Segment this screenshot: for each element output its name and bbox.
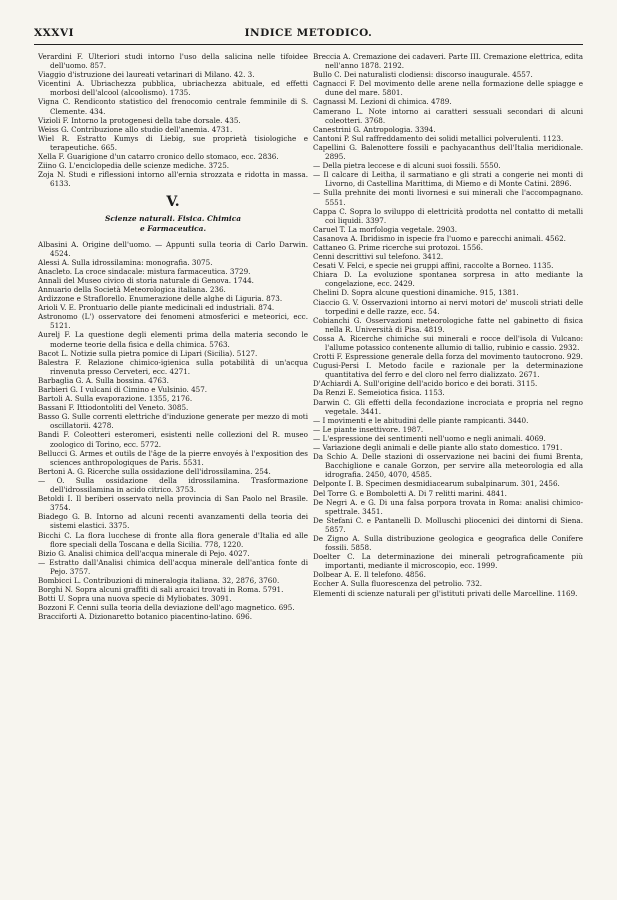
index-entry: Arioli V. E. Prontuario delle piante medicinali ed industriali. 874.: [38, 303, 275, 313]
index-entry: Ziino G. L'enciclopedia delle scienze mediche. 3725.: [38, 161, 230, 171]
index-entry: De Negri A. e G. Di una falsa porpora trovata in Roma: analisi chimico-spettrale. 3451.: [313, 497, 583, 516]
index-entry: — Variazione degli animali e delle piante allo stato domestico. 1791.: [313, 443, 563, 453]
index-entry: Bizio G. Analisi chimica dell'acqua minerale di Pejo. 4027.: [38, 548, 250, 558]
section-title: [38, 214, 308, 234]
index-entry: Bartoli A. Sulla evaporazione. 1355, 2176.: [38, 394, 193, 404]
index-entry: Annuario della Società Meteorologica italiana. 236.: [38, 284, 226, 294]
right-column: [313, 52, 583, 872]
index-entry: Cagnacci F. Del movimento delle arene nella formazione delle spiagge e dune del mare. 5801.: [313, 79, 583, 98]
section-number: V.: [166, 194, 180, 211]
index-entry: Wiel R. Estratto Kumys di Liebig, sue proprietà tisiologiche e terapeutiche. 665.: [38, 133, 308, 152]
index-entry: Cossa A. Ricerche chimiche sui minerali e rocce dell'isola di Vulcano: l'allume potassico contenente allumio di tallio, rubinio e cassio. 2932.: [313, 333, 583, 352]
section-title-line1: Scienze naturali. Fisica. Chimica: [104, 213, 242, 223]
index-entry: — Della pietra leccese e di alcuni suoi fossili. 5550.: [313, 161, 501, 171]
index-entry: Ciaccio G. V. Osservazioni intorno ai nervi motori de' muscoli striati delle torpedini e delle razze, ecc. 54.: [313, 297, 583, 316]
index-entry: Chelini D. Sopra alcune questioni dinamiche. 915, 1381.: [313, 288, 519, 298]
index-list-sciences: [38, 240, 308, 622]
page-number: XXXVI: [34, 27, 74, 39]
index-entry: Aurelj F. La questione degli elementi prima della materia secondo le moderne teorie della fisica e della chimica. 5763.: [38, 330, 308, 349]
index-entry: Cugusi-Persi I. Metodo facile e razionale per la determinazione quantitativa del ferro e del cloro nel ferro dializzato. 2671.: [313, 361, 583, 380]
index-entry: Bozzoni F. Cenni sulla teoria della deviazione dell'ago magnetico. 695.: [38, 603, 295, 613]
index-entry: Verardini F. Ulteriori studi intorno l'uso della salicina nelle tifoidee dell'uomo. 857.: [38, 52, 308, 71]
index-entry: — O. Sulla ossidazione della idrossilamina. Trasformazione dell'idrossilamina in acido citrico. 3753.: [38, 475, 308, 495]
index-entry: Cantoni P. Sul raffreddamento dei solidi metallici polverulenti. 1123.: [313, 133, 564, 143]
section-title-line2: e Farmaceutica.: [139, 223, 207, 233]
page-header: [34, 27, 583, 43]
index-entry: Alessi A. Sulla idrossilamina: monografia. 3075.: [38, 257, 213, 267]
index-entry: Botti U. Sopra una nuova specie di Myliobates. 3091.: [38, 594, 232, 604]
index-entry: Elementi di scienze naturali per gl'istituti privati delle Marcelline. 1169.: [313, 588, 578, 598]
index-entry: Chiara D. La evoluzione spontanea sorpresa in atto mediante la congelazione, ecc. 2429.: [313, 270, 583, 289]
index-entry: Cesati V. Felci, e specie nei gruppi affini, raccolte a Borneo. 1135.: [313, 261, 554, 271]
index-entry: Capellini G. Balenottere fossili e pachyacanthus dell'Italia meridionale. 2895.: [313, 142, 583, 162]
index-entry: — Sulla prehnite dei monti livornesi e sui minerali che l'accompagnano. 5551.: [313, 188, 583, 207]
index-entry: Betoldi I. Il beriberi osservato nella provincia di San Paolo nel Brasile. 3754.: [38, 494, 308, 513]
index-entry: Cenni descrittivi sul telefono. 3412.: [313, 252, 444, 262]
index-entry: Crotti F. Espressione generale della forza del movimento tautocrono. 929.: [313, 352, 583, 362]
index-entry: — Le piante insettivore. 1987.: [313, 424, 424, 434]
index-entry: Doelter C. La determinazione dei minerali petrograficamente più importanti, mediante il microscopio, ecc. 1999.: [313, 552, 583, 571]
index-entry: — I movimenti e le abitudini delle piante rampicanti. 3440.: [313, 415, 529, 425]
index-entry: — Il calcare di Leitha, il sarmatiano e gli strati a congerie nei monti di Livorno, di Castellina Marittima, di Miemo e di Monte Catini. 2896.: [313, 170, 583, 189]
index-entry: Annali del Museo civico di storia naturale di Genova. 1744.: [38, 275, 254, 285]
index-entry: Borghi N. Sopra alcuni graffiti di sali arcaici trovati in Roma. 5791.: [38, 585, 284, 595]
index-entry: Basso G. Sulle correnti elettriche d'induzione generate per mezzo di moti oscillatorii. 4278.: [38, 412, 308, 431]
index-entry: Cagnassi M. Lezioni di chimica. 4789.: [313, 97, 452, 107]
index-entry: Bellucci G. Armes et outils de l'âge de la pierre envoyés à l'exposition des sciences anthropologiques de Paris. 5531.: [38, 448, 308, 467]
index-entry: Biadego G. B. Intorno ad alcuni recenti avanzamenti della teoria dei sistemi elastici. 3375.: [38, 512, 308, 531]
index-entry: Bombicci L. Contribuzioni di mineralogia italiana. 32, 2876, 3760.: [38, 575, 280, 585]
index-entry: Viaggio d'istruzione dei laureati vetarinari di Milano. 42. 3.: [38, 70, 255, 80]
index-entry: Vizioli F. Intorno la protogenesi della tabe dorsale. 435.: [38, 115, 241, 125]
index-entry: Bandi F. Coleotteri esteromeri, esistenti nelle collezioni del R. museo zoologico di Torino, ecc. 5772.: [38, 430, 308, 449]
index-entry: Casanova A. Ibridismo in ispecie fra l'uomo e parecchi animali. 4562.: [313, 233, 566, 243]
index-entry: Bassani F. Ittiodontoliti del Veneto. 3085.: [38, 403, 189, 413]
index-entry: Zoja N. Studi e riflessioni intorno all'ernia strozzata e ridotta in massa. 6133.: [38, 170, 308, 189]
index-entry: D'Achiardi A. Sull'origine dell'acido borico e dei borati. 3115.: [313, 379, 538, 389]
index-entry: Del Torre G. e Bomboletti A. Di 7 relitti marini. 4841.: [313, 488, 507, 498]
index-entry: Dolbear A. E. Il telefono. 4856.: [313, 570, 426, 580]
index-entry: Caruel T. La morfologia vegetale. 2903.: [313, 224, 458, 234]
index-entry: Breccia A. Cremazione dei cadaveri. Parte III. Cremazione elettrica, edita nell'anno 1878. 2192.: [313, 52, 583, 71]
index-entry: Da Renzi E. Semeiotica fisica. 1153.: [313, 388, 445, 398]
index-list-sciences-cont: [313, 52, 583, 598]
left-column: [38, 52, 308, 872]
index-entry: Balestra F. Relazione chimico-igienica sulla potabilità di un'acqua rinvenuta presso Cerveteri, ecc. 4271.: [38, 357, 308, 376]
index-entry: Bicchi C. La flora lucchese di fronte alla flora generale d'Italia ed alle flore speciali della Toscana e della Sicilia. 778, 1220.: [38, 530, 308, 549]
index-entry: Cobianchi G. Osservazioni meteorologiche fatte nel gabinetto di fisica nella R. Università di Pisa. 4819.: [313, 315, 583, 334]
index-entry: Canestrini G. Antropologia. 3394.: [313, 124, 436, 134]
index-entry: — Estratto dall'Analisi chimica dell'acqua minerale dell'antica fonte di Pejo. 3757.: [38, 557, 308, 576]
index-entry: Cattaneo G. Prime ricerche sui protozoi. 1556.: [313, 242, 484, 252]
index-entry: Astronomo (L') osservatore dei fenomeni atmosferici e meteorici, ecc. 5121.: [38, 312, 308, 331]
index-entry: Anacleto. La croce sindacale: mistura farmaceutica. 3729.: [38, 266, 251, 276]
index-entry: Delponte I. B. Specimen desmidiacearum subalpinarum. 301, 2456.: [313, 479, 560, 489]
index-entry: Vicentini A. Ubriachezza pubblica, ubriachezza abituale, ed effetti morbosi dell'alcool (alcoolismo). 1735.: [38, 79, 308, 98]
index-entry: Ardizzone e Straflorello. Enumerazione delle alghe di Liguria. 873.: [38, 294, 283, 304]
index-entry: Barbaglia G. A. Sulla bossina. 4763.: [38, 375, 169, 385]
running-title: INDICE METODICO.: [244, 27, 373, 39]
index-list-medicine: [38, 52, 308, 188]
index-entry: Albasini A. Origine dell'uomo. — Appunti sulla teoria di Carlo Darwin. 4524.: [38, 239, 308, 258]
index-entry: Barbieri G. I vulcani di Cimino e Vulsinio. 457.: [38, 385, 208, 394]
index-entry: Xella F. Guarigione d'un catarro cronico dello stomaco, ecc. 2836.: [38, 152, 279, 162]
index-entry: Weiss G. Contribuzione allo studio dell'anemia. 4731.: [38, 124, 233, 134]
index-entry: Camerano L. Note intorno ai caratteri sessuali secondari di alcuni coleotteri. 3768.: [313, 106, 583, 125]
index-entry: Bullo C. Dei naturalisti clodiensi: discorso inaugurale. 4557.: [313, 70, 533, 80]
index-entry: De Stefani C. e Pantanelli D. Molluschi pliocenici dei dintorni di Siena. 5857.: [313, 515, 583, 534]
index-entry: Eccher A. Sulla fluorescenza del petrolio. 732.: [313, 579, 483, 589]
index-entry: Da Schio A. Delle stazioni di osservazione nei bacini dei fiumi Brenta, Bacchiglione e canale Gorzon, per servire alla meteorologia ed alla idrografia. 2450, 4070, 4585.: [313, 452, 583, 480]
index-entry: Cappa C. Sopra lo sviluppo di elettricità prodotta nel contatto di metalli coi liquidi. 3397.: [313, 206, 583, 225]
index-entry: Darwin C. Gli effetti della fecondazione incrociata e propria nel regno vegetale. 3441.: [313, 397, 583, 416]
index-entry: Vigna C. Rendiconto statistico del frenocomio centrale femminile di S. Clemente. 434.: [38, 97, 308, 116]
index-entry: — L'espressione dei sentimenti nell'uomo e negli animali. 4069.: [313, 433, 546, 443]
index-entry: Bacot L. Notizie sulla pietra pomice di Lipari (Sicilia). 5127.: [38, 348, 258, 358]
index-entry: Bracciforti A. Dizionaretto botanico piacentino-latino. 696.: [38, 612, 252, 622]
index-entry: Bertoni A. G. Ricerche sulla ossidazione dell'idrossilamina. 254.: [38, 466, 271, 476]
index-entry: De Zigno A. Sulla distribuzione geologica e geografica delle Conifere fossili. 5858.: [313, 533, 583, 553]
header-rule: [34, 44, 583, 45]
